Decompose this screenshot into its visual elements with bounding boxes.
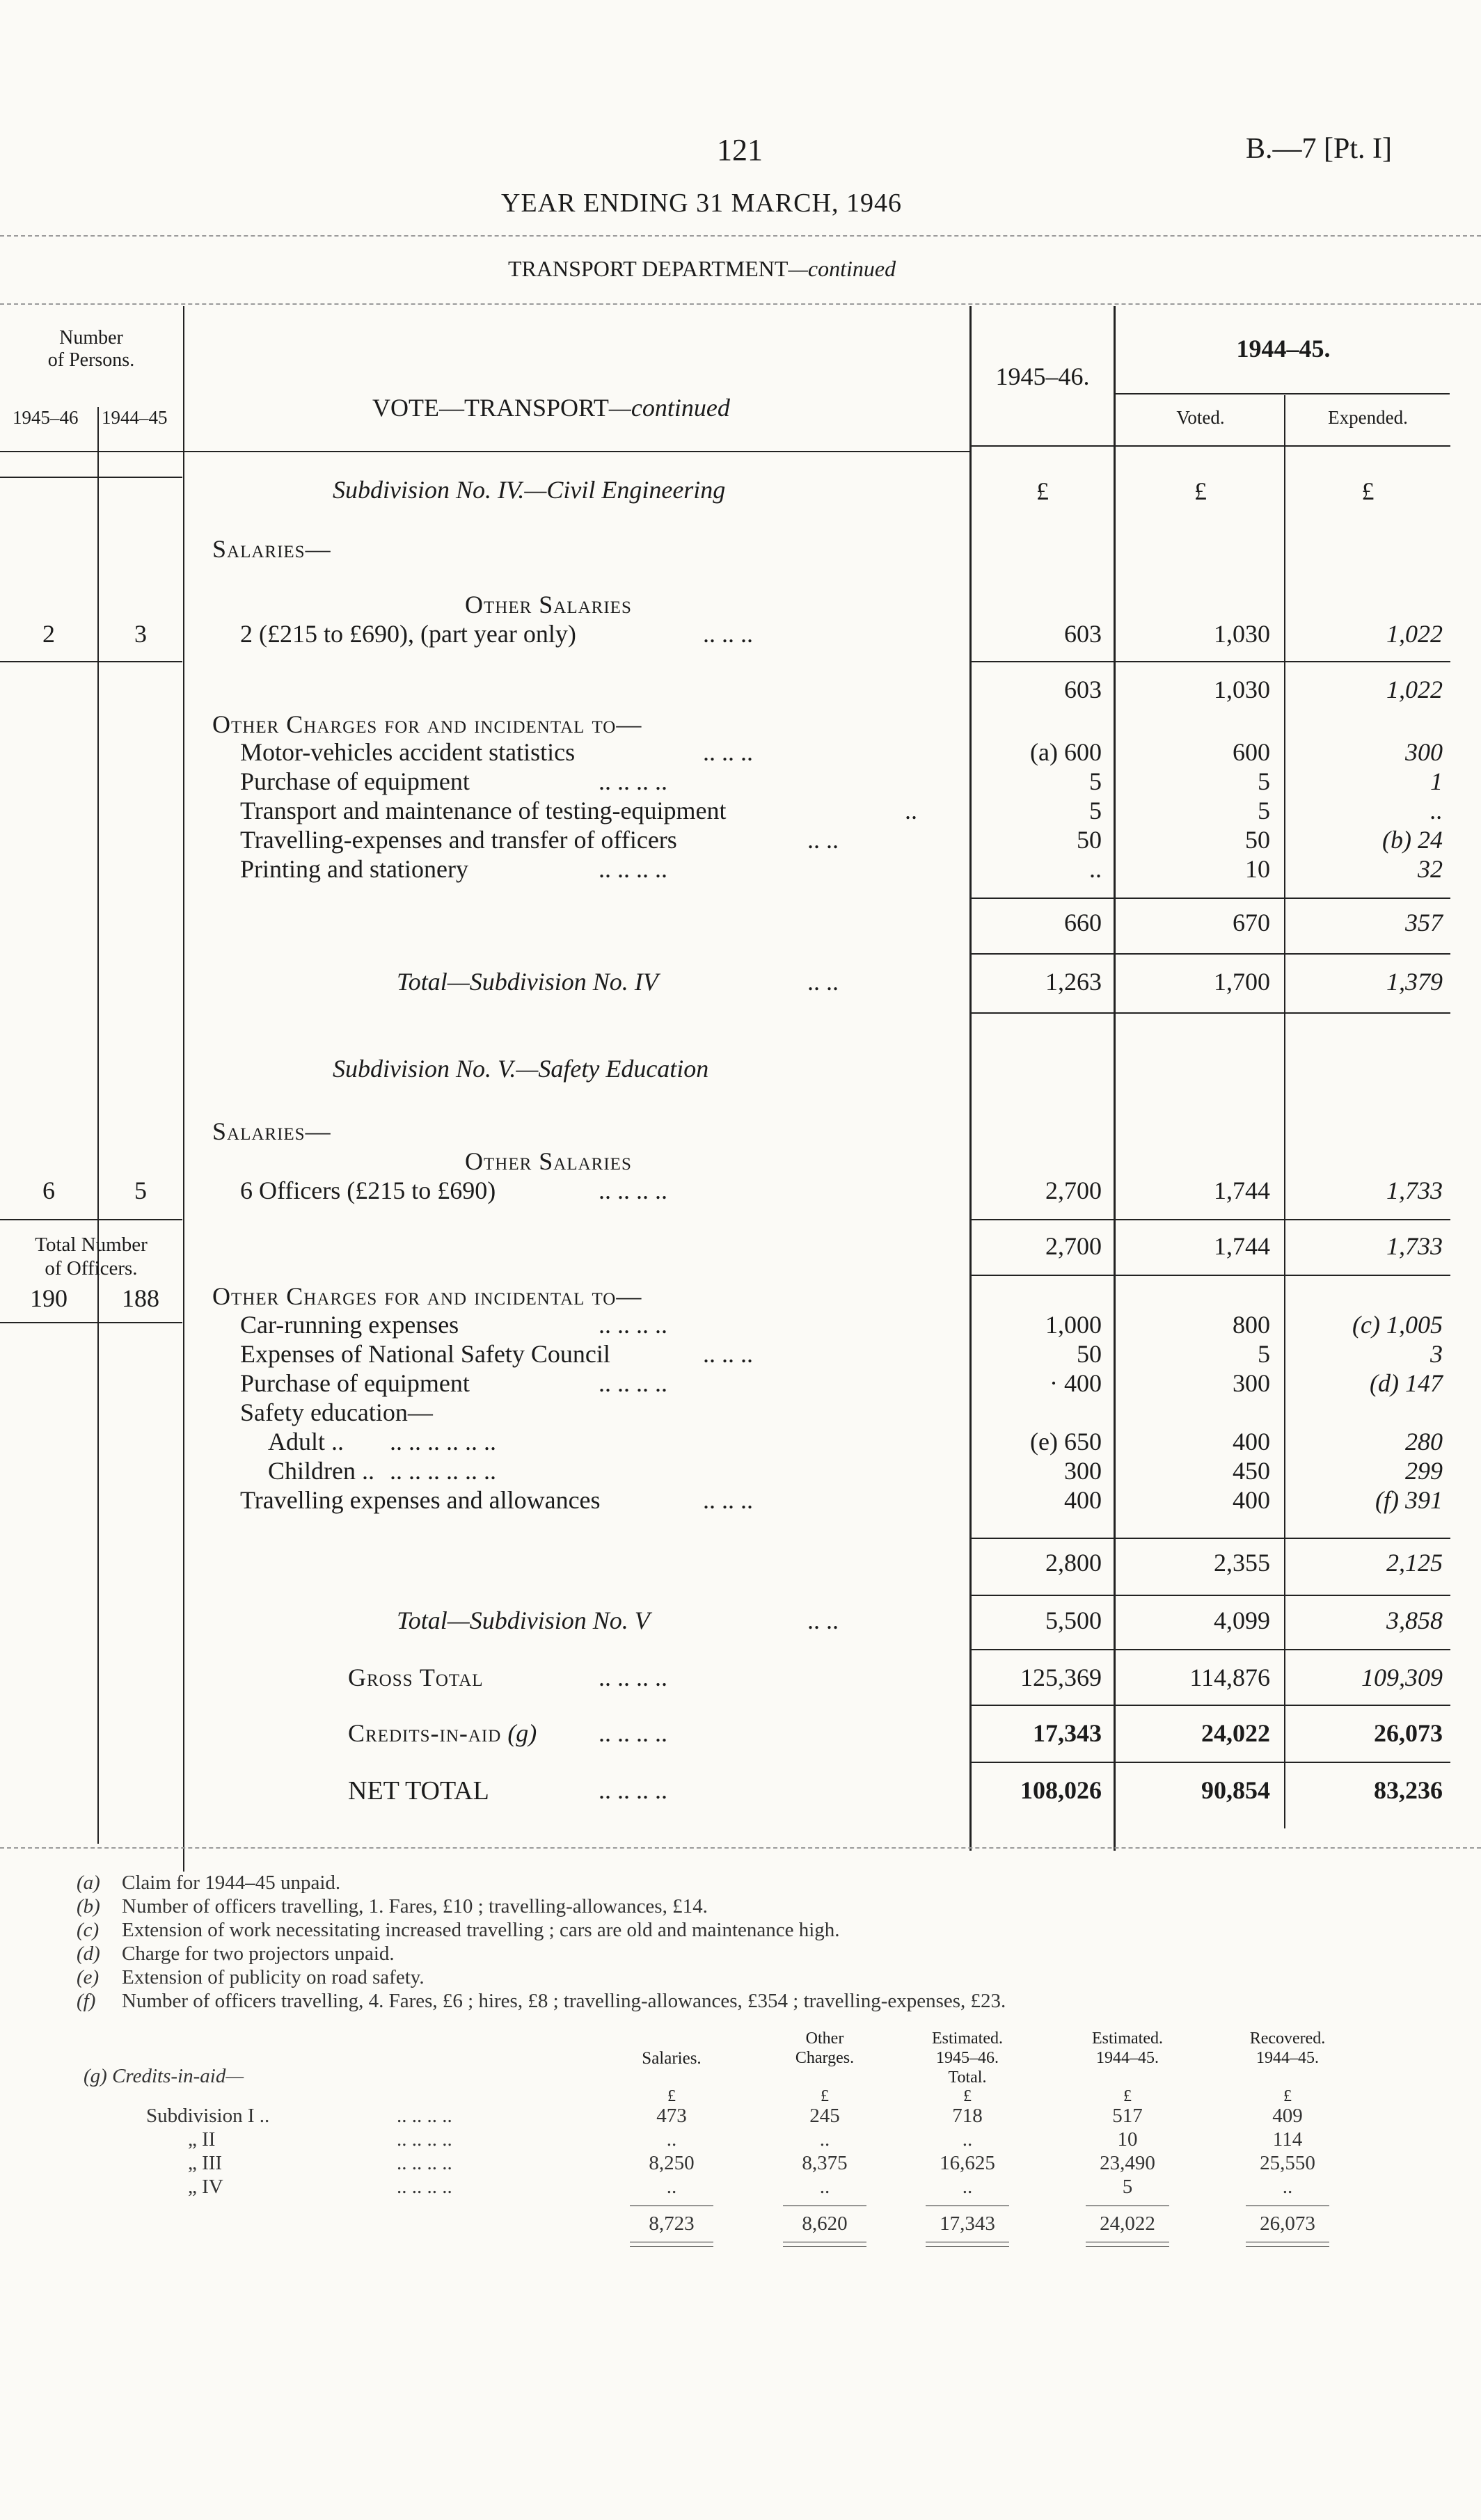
charge-label: Motor-vehicles accident statistics xyxy=(240,738,576,766)
charge-expended: 280 xyxy=(1405,1428,1443,1456)
leader-dots: .. .. .. .. xyxy=(599,767,667,795)
leader-dots: .. .. .. xyxy=(703,1340,753,1368)
leader-dots: .. .. .. .. xyxy=(599,1776,667,1804)
persons-col-previous: 1944–45 xyxy=(102,407,168,428)
charge-expended: (f) 391 xyxy=(1375,1486,1443,1514)
charge-expended: .. xyxy=(1430,797,1443,824)
charge-voted: 5 xyxy=(1258,1340,1270,1368)
leader-dots: .. .. .. .. xyxy=(397,2105,452,2127)
net-voted: 90,854 xyxy=(1201,1776,1270,1804)
charges-subtotal-estimate: 660 xyxy=(1064,909,1102,936)
footnote-text: Number of officers travelling, 1. Fares, £10 ; travelling-allowances, £14. xyxy=(122,1895,708,1917)
charge-estimate: 300 xyxy=(1064,1457,1102,1485)
credits-salaries: 8,250 xyxy=(649,2152,695,2174)
credits-recovered: 114 xyxy=(1272,2128,1303,2151)
charge-label: Printing and stationery xyxy=(240,855,468,883)
charge-estimate: 1,000 xyxy=(1045,1311,1102,1339)
page-number: 121 xyxy=(717,133,763,167)
charges-subtotal-estimate: 2,800 xyxy=(1045,1549,1102,1577)
pound-sign: £ xyxy=(1283,2087,1292,2105)
credits-total-estimated: 17,343 xyxy=(940,2212,995,2235)
credits-row-label: „ II xyxy=(188,2128,216,2151)
credits-head-salaries: Salaries. xyxy=(642,2049,702,2068)
credits-other: 245 xyxy=(809,2105,840,2127)
subtotal-voted: 1,744 xyxy=(1214,1232,1270,1260)
footnote-mark: (b) xyxy=(77,1895,100,1917)
pound-sign: £ xyxy=(1361,477,1375,505)
footnote-text: Charge for two projectors unpaid. xyxy=(122,1943,395,1965)
leader-dots: .. .. .. .. xyxy=(599,855,667,883)
estimate-value: 2,700 xyxy=(1045,1177,1102,1204)
credits-head-estimated-previous: Estimated. 1944–45. xyxy=(1092,2029,1163,2067)
charge-voted: 450 xyxy=(1233,1457,1270,1485)
leader-dots: .. .. .. xyxy=(703,738,753,766)
persons-current: 2 xyxy=(42,620,55,648)
subtotal-voted: 1,030 xyxy=(1214,676,1270,703)
gross-voted: 114,876 xyxy=(1189,1664,1270,1691)
credits-head-estimated-total: Estimated. 1945–46. Total. xyxy=(932,2029,1003,2087)
credits-estimated: .. xyxy=(962,2128,973,2151)
leader-dots: .. .. xyxy=(807,1606,839,1634)
credits-row-label: „ IV xyxy=(188,2176,223,2198)
salary-line-label: 6 Officers (£215 to £690) xyxy=(240,1177,496,1204)
charge-label: Transport and maintenance of testing-equipment xyxy=(240,797,727,824)
charge-label: Children .. xyxy=(268,1457,374,1485)
credits-in-aid-label: Credits-in-aid (g) xyxy=(348,1719,537,1747)
subdivision-iv-total-label: Total—Subdivision No. IV xyxy=(397,968,658,996)
credits-recovered: 409 xyxy=(1272,2105,1303,2127)
charges-subtotal-voted: 670 xyxy=(1233,909,1270,936)
charge-expended: 3 xyxy=(1430,1340,1443,1368)
leader-dots: .. .. .. .. xyxy=(599,1369,667,1397)
credits-estimated: 16,625 xyxy=(940,2152,995,2174)
charge-label: Travelling expenses and allowances xyxy=(240,1486,601,1514)
pound-sign: £ xyxy=(1036,477,1049,505)
charge-label: Expenses of National Safety Council xyxy=(240,1340,610,1368)
net-expended: 83,236 xyxy=(1374,1776,1443,1804)
leader-dots: .. .. .. .. xyxy=(397,2152,452,2174)
voted-value: 1,744 xyxy=(1214,1177,1270,1204)
total-officers-current: 190 xyxy=(30,1284,68,1312)
charge-expended: 299 xyxy=(1405,1457,1443,1485)
credits-salaries: .. xyxy=(666,2128,677,2151)
charge-estimate: · 400 xyxy=(1050,1369,1102,1397)
pound-sign: £ xyxy=(963,2087,972,2105)
pound-sign: £ xyxy=(1123,2087,1132,2105)
pound-sign: £ xyxy=(1194,477,1207,505)
persons-col-current: 1945–46 xyxy=(13,407,79,428)
subtotal-estimate: 2,700 xyxy=(1045,1232,1102,1260)
charge-voted: 600 xyxy=(1233,738,1270,766)
charge-estimate: (a) 600 xyxy=(1030,738,1102,766)
charge-voted: 5 xyxy=(1258,797,1270,824)
department-title: TRANSPORT DEPARTMENT—continued xyxy=(508,256,896,281)
footnote-mark: (c) xyxy=(77,1919,100,1941)
charge-expended: (d) 147 xyxy=(1370,1369,1443,1397)
charge-estimate: 5 xyxy=(1089,797,1102,824)
gross-expended: 109,309 xyxy=(1361,1664,1443,1691)
estimate-year-head: 1945–46. xyxy=(995,362,1090,390)
credits-recovered: .. xyxy=(1282,2176,1293,2198)
credits-estimated-previous: 5 xyxy=(1122,2176,1133,2198)
charge-voted: 10 xyxy=(1245,855,1270,883)
charges-subtotal-voted: 2,355 xyxy=(1214,1549,1270,1577)
subdivision-v-heading: Subdivision No. V.—Safety Education xyxy=(333,1055,709,1083)
total-expended: 1,379 xyxy=(1386,968,1443,996)
voted-value: 1,030 xyxy=(1214,620,1270,648)
estimate-value: 603 xyxy=(1064,620,1102,648)
charge-expended: (b) 24 xyxy=(1382,826,1443,854)
credits-other: .. xyxy=(819,2176,830,2198)
charge-label: Purchase of equipment xyxy=(240,1369,470,1397)
rule xyxy=(0,235,1481,237)
net-estimate: 108,026 xyxy=(1020,1776,1102,1804)
leader-dots: .. .. .. .. xyxy=(599,1664,667,1691)
charge-label: Travelling-expenses and transfer of officers xyxy=(240,826,677,854)
credits-salaries: .. xyxy=(666,2176,677,2198)
charge-estimate: (e) 650 xyxy=(1030,1428,1102,1456)
credits-estimate: 17,343 xyxy=(1033,1719,1102,1747)
footnote-mark: (a) xyxy=(77,1872,100,1894)
footnote-mark: (f) xyxy=(77,1990,96,2012)
leader-dots: .. .. .. .. xyxy=(599,1177,667,1204)
leader-dots: .. .. .. .. xyxy=(397,2176,452,2198)
persons-previous: 5 xyxy=(134,1177,147,1204)
leader-dots: .. .. xyxy=(807,968,839,996)
total-estimate: 1,263 xyxy=(1045,968,1102,996)
year-title: YEAR ENDING 31 MARCH, 1946 xyxy=(501,189,902,218)
gross-estimate: 125,369 xyxy=(1020,1664,1102,1691)
footnote-mark: (d) xyxy=(77,1943,100,1965)
total-officers-previous: 188 xyxy=(122,1284,159,1312)
credits-recovered: 25,550 xyxy=(1260,2152,1315,2174)
expended-value: 1,022 xyxy=(1386,620,1443,648)
charge-estimate: 50 xyxy=(1077,1340,1102,1368)
footnote-text: Extension of work necessitating increased travelling ; cars are old and maintenance high. xyxy=(122,1919,840,1941)
footnote-text: Number of officers travelling, 4. Fares, £6 ; hires, £8 ; travelling-allowances, £354 ; travelling-expenses, £23. xyxy=(122,1990,1006,2012)
credits-estimated-previous: 10 xyxy=(1117,2128,1138,2151)
expended-value: 1,733 xyxy=(1386,1177,1443,1204)
charge-estimate: 400 xyxy=(1064,1486,1102,1514)
charge-expended: (c) 1,005 xyxy=(1352,1311,1443,1339)
charge-label: Car-running expenses xyxy=(240,1311,459,1339)
total-voted: 1,700 xyxy=(1214,968,1270,996)
leader-dots: .. .. .. .. .. .. xyxy=(390,1428,496,1456)
charge-label: Safety education— xyxy=(240,1398,433,1426)
footnote-mark: (e) xyxy=(77,1966,100,1988)
subdivision-iv-heading: Subdivision No. IV.—Civil Engineering xyxy=(333,476,726,504)
salaries-label: Salaries— xyxy=(212,1117,331,1145)
net-total-label: NET TOTAL xyxy=(348,1776,489,1805)
charge-label: Adult .. xyxy=(268,1428,344,1456)
previous-year-head: 1944–45. xyxy=(1236,335,1331,362)
charge-voted: 50 xyxy=(1245,826,1270,854)
pound-sign: £ xyxy=(821,2087,829,2105)
leader-dots: .. .. .. .. xyxy=(397,2128,452,2151)
credits-other: .. xyxy=(819,2128,830,2151)
charge-voted: 800 xyxy=(1233,1311,1270,1339)
leader-dots: .. .. .. .. xyxy=(599,1719,667,1747)
footnote-text: Extension of publicity on road safety. xyxy=(122,1966,425,1988)
rule xyxy=(0,303,1481,305)
other-charges-label: Other Charges for and incidental to— xyxy=(212,1282,642,1310)
voted-head: Voted. xyxy=(1176,407,1225,428)
credits-total-other: 8,620 xyxy=(802,2212,848,2235)
credits-row-label: Subdivision I .. xyxy=(146,2105,270,2127)
credits-total-recovered: 26,073 xyxy=(1260,2212,1315,2235)
page-reference: B.—7 [Pt. I] xyxy=(1246,133,1392,165)
charge-voted: 300 xyxy=(1233,1369,1270,1397)
charge-label: Purchase of equipment xyxy=(240,767,470,795)
charge-estimate: .. xyxy=(1089,855,1102,883)
charges-subtotal-expended: 357 xyxy=(1405,909,1443,936)
credits-voted: 24,022 xyxy=(1201,1719,1270,1747)
credits-expended: 26,073 xyxy=(1374,1719,1443,1747)
total-voted: 4,099 xyxy=(1214,1606,1270,1634)
credits-estimated: .. xyxy=(962,2176,973,2198)
expended-head: Expended. xyxy=(1328,407,1408,428)
charges-subtotal-expended: 2,125 xyxy=(1386,1549,1443,1577)
persons-current: 6 xyxy=(42,1177,55,1204)
charge-voted: 400 xyxy=(1233,1428,1270,1456)
total-officers-label: Total Number of Officers. xyxy=(35,1234,148,1279)
other-salaries-label: Other Salaries xyxy=(465,591,632,619)
subdivision-v-total-label: Total—Subdivision No. V xyxy=(397,1606,650,1634)
charge-voted: 400 xyxy=(1233,1486,1270,1514)
persons-title: Number of Persons. xyxy=(47,327,135,371)
credits-other: 8,375 xyxy=(802,2152,848,2174)
credits-total-salaries: 8,723 xyxy=(649,2212,695,2235)
charge-expended: 300 xyxy=(1405,738,1443,766)
credits-estimated-previous: 517 xyxy=(1112,2105,1143,2127)
charge-estimate: 50 xyxy=(1077,826,1102,854)
other-charges-label: Other Charges for and incidental to— xyxy=(212,710,642,738)
credits-table-label: (g) Credits-in-aid— xyxy=(84,2065,244,2087)
salary-line-label: 2 (£215 to £690), (part year only) xyxy=(240,620,576,648)
charge-estimate: 5 xyxy=(1089,767,1102,795)
subtotal-expended: 1,733 xyxy=(1386,1232,1443,1260)
leader-dots: .. .. .. .. .. .. xyxy=(390,1457,496,1485)
rule xyxy=(0,1847,1481,1849)
charge-voted: 5 xyxy=(1258,767,1270,795)
charge-expended: 32 xyxy=(1418,855,1443,883)
credits-estimated: 718 xyxy=(952,2105,983,2127)
charge-expended: 1 xyxy=(1430,767,1443,795)
subtotal-expended: 1,022 xyxy=(1386,676,1443,703)
leader-dots: .. .. .. xyxy=(703,1486,753,1514)
total-expended: 3,858 xyxy=(1386,1606,1443,1634)
total-estimate: 5,500 xyxy=(1045,1606,1102,1634)
gross-total-label: Gross Total xyxy=(348,1664,484,1691)
credits-row-label: „ III xyxy=(188,2152,223,2174)
pound-sign: £ xyxy=(667,2087,676,2105)
credits-salaries: 473 xyxy=(656,2105,687,2127)
persons-previous: 3 xyxy=(134,620,147,648)
vote-title: VOTE—TRANSPORT—continued xyxy=(372,394,730,422)
other-salaries-label: Other Salaries xyxy=(465,1147,632,1175)
salaries-label: Salaries— xyxy=(212,535,331,563)
credits-total-estimated-previous: 24,022 xyxy=(1100,2212,1155,2235)
leader-dots: .. xyxy=(905,797,917,824)
credits-estimated-previous: 23,490 xyxy=(1100,2152,1155,2174)
leader-dots: .. .. .. .. xyxy=(599,1311,667,1339)
footnote-text: Claim for 1944–45 unpaid. xyxy=(122,1872,341,1894)
subtotal-estimate: 603 xyxy=(1064,676,1102,703)
leader-dots: .. .. .. xyxy=(703,620,753,648)
credits-head-recovered: Recovered. 1944–45. xyxy=(1249,2029,1326,2067)
credits-head-other: Other Charges. xyxy=(795,2029,855,2067)
leader-dots: .. .. xyxy=(807,826,839,854)
